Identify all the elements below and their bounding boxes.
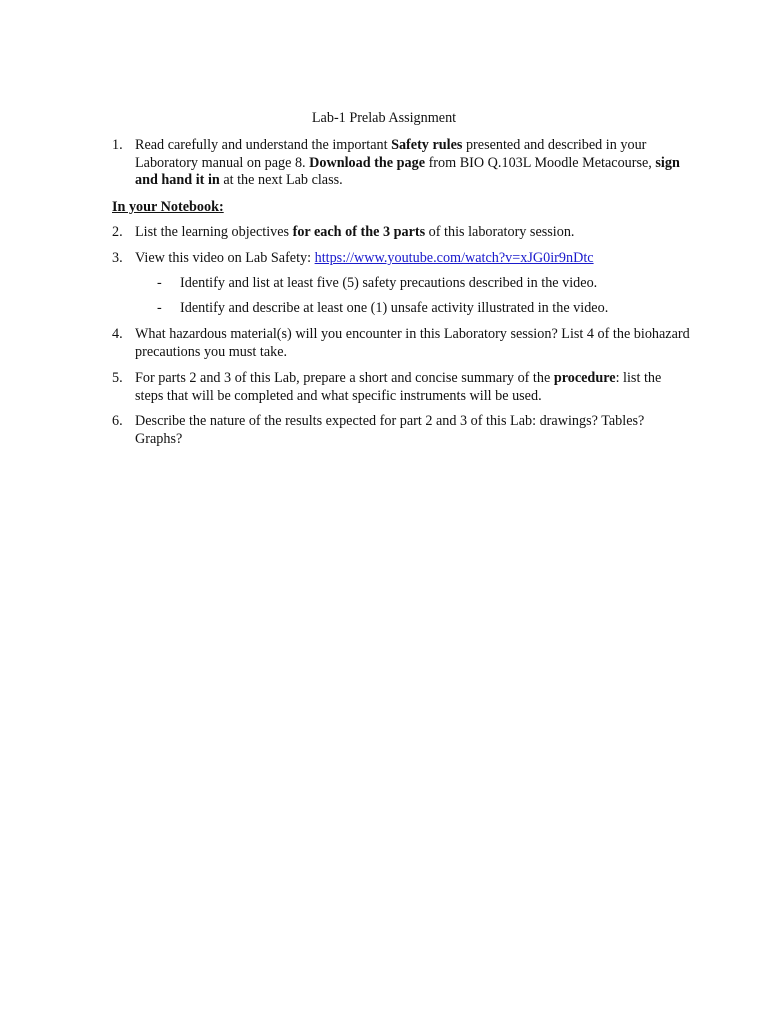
item-number: 4. [112,326,123,342]
text-run: For parts 2 and 3 of this Lab, prepare a short and concise summary of the [135,370,554,386]
bold-run: procedure [553,370,616,386]
item-text [135,137,692,190]
text-run: View this video on Lab Safety: [135,250,315,266]
item-text [135,250,692,268]
bold-run: Download the page [309,154,426,171]
item-text: Describe the nature of the results expected for part 2 and 3 of this Lab: drawings? Tables? Graphs? [135,413,645,447]
bold-run: for each of the 3 parts [292,224,426,240]
item-text [135,224,692,242]
item-number: 6. [112,413,123,429]
sub-item-2 [157,300,677,318]
notebook-heading [112,199,224,217]
sub-item-text: Identify and list at least five (5) safety precautions described in the video. [180,275,598,291]
notebook-heading-text: In your Notebook [112,199,219,215]
text-run: : list the steps that will be completed and what specific instruments will be used. [135,370,662,404]
notebook-heading-colon: : [218,199,224,215]
sub-item-text: Identify and describe at least one (1) unsafe activity illustrated in the video. [180,300,609,316]
item-number: 2. [112,224,123,240]
bold-run: sign and hand it in [135,154,680,188]
bold-run: Safety rules [391,137,463,153]
list-item-5 [112,370,692,405]
text-run: presented and described in your Laboratory manual on page 8. [135,137,647,171]
item-number: 3. [112,250,123,266]
bullet-dash: - [157,300,162,316]
page-title: Lab-1 Prelab Assignment [311,110,457,126]
list-item-4 [112,326,692,361]
youtube-video-link[interactable]: https://www.youtube.com/watch?v=xJG0ir9nDtc [314,250,594,266]
item-text [135,370,692,405]
bullet-dash: - [157,275,162,291]
sub-item-1 [157,275,677,293]
text-run: List the learning objectives [135,224,293,240]
text-run: from BIO Q.103L Moodle Metacourse, [425,154,656,171]
list-item-6 [112,413,692,448]
text-run: of this laboratory session. [425,224,575,240]
item-number: 5. [112,370,123,386]
item-number: 1. [112,137,123,153]
text-run: at the next Lab class. [219,172,343,188]
item-text: What hazardous material(s) will you encounter in this Laboratory session? List 4 of the biohazard precautions you must take. [135,326,690,360]
text-run: Read carefully and understand the important [135,137,392,153]
list-item-1 [112,137,692,190]
list-item-2 [112,224,692,242]
list-item-3 [112,250,692,268]
